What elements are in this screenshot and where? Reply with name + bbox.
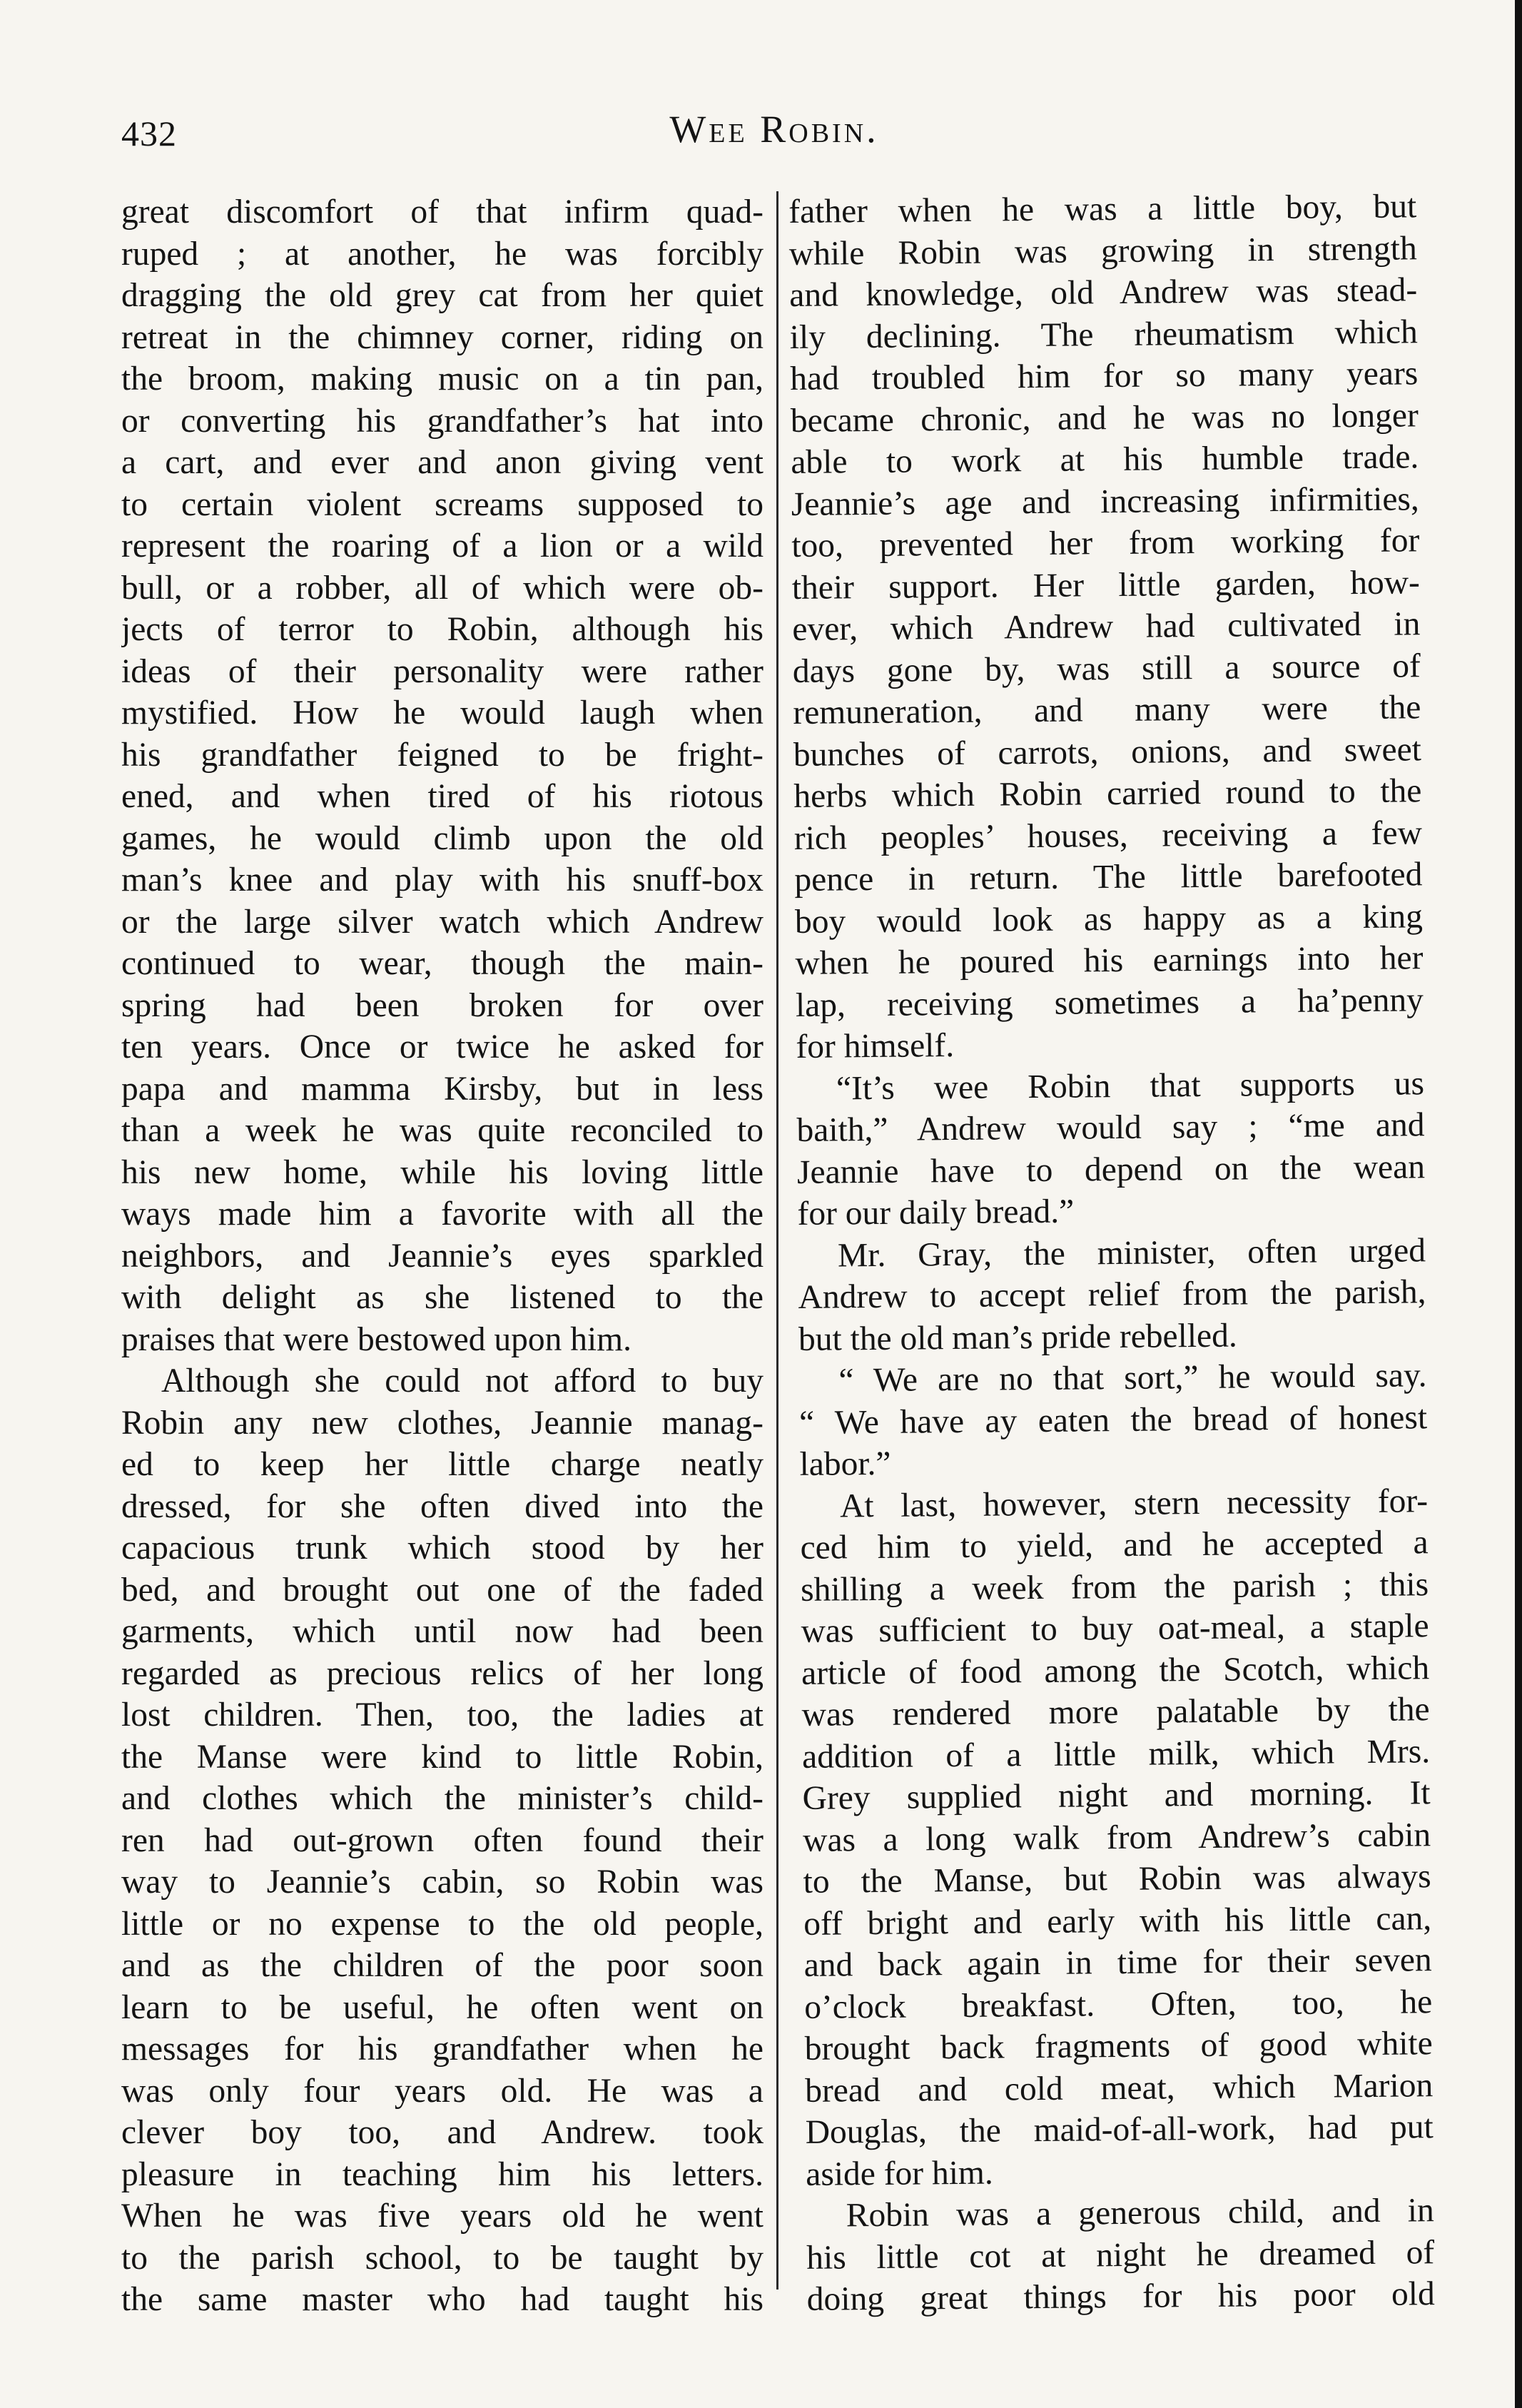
text-line: to the Manse, but Robin was always (803, 1858, 1431, 1901)
text-line: or the large silver watch which Andrew (121, 903, 763, 941)
text-line: their support. Her little garden, how- (791, 563, 1421, 607)
text-line: and clothes which the minister’s child- (121, 1780, 763, 1817)
text-line: bed, and brought out one of the faded (121, 1571, 763, 1609)
page-header (121, 107, 1427, 157)
text-line: with delight as she listened to the (121, 1279, 763, 1316)
text-line: spring had been broken for over (121, 986, 763, 1024)
text-line: but the old man’s pride rebelled. (798, 1317, 1237, 1358)
text-line: ened, and when tired of his riotous (121, 778, 763, 815)
text-line: ed to keep her little charge neatly (121, 1446, 763, 1483)
text-line: ever, which Andrew had cultivated in (792, 605, 1421, 648)
text-line: or converting his grandfather’s hat into (121, 402, 763, 440)
text-line: and back again in time for their seven (803, 1941, 1432, 1984)
text-line: pleasure in teaching him his letters. (121, 2155, 763, 2193)
text-line: Grey supplied night and morning. It (802, 1774, 1431, 1817)
text-line: addition of a little milk, which Mrs. (801, 1732, 1431, 1776)
text-line: was only four years old. He was a (121, 2072, 763, 2110)
text-line: neighbors, and Jeannie’s eyes sparkled (121, 1237, 763, 1275)
text-line: dressed, for she often dived into the (121, 1487, 763, 1525)
text-line: while Robin was growing in strength (788, 229, 1417, 273)
text-line: Jeannie have to depend on the wean (796, 1148, 1426, 1191)
text-line: remuneration, and many were the (793, 689, 1421, 732)
text-line: o’clock breakfast. Often, too, he (803, 1983, 1433, 2026)
text-line: ily declining. The rheumatism which (789, 313, 1418, 356)
text-line: Robin any new clothes, Jeannie manag- (121, 1404, 763, 1442)
text-line: for himself. (796, 1027, 955, 1066)
text-line: his little cot at night he dreamed of (806, 2233, 1435, 2277)
text-line: capacious trunk which stood by her (121, 1529, 763, 1567)
page-number: 432 (121, 113, 177, 153)
text-line: regarded as precious relics of her long (121, 1654, 763, 1692)
text-line: Robin was a generous child, and in (846, 2192, 1434, 2235)
text-line: bread and cold meat, which Marion (804, 2066, 1434, 2110)
text-line: learn to be useful, he often went on (121, 1988, 763, 2026)
right-text-column (788, 186, 1435, 2332)
text-line: his grandfather feigned to be fright- (121, 736, 763, 774)
text-line: a cart, and ever and anon giving vent (121, 444, 763, 481)
text-line: represent the roaring of a lion or a wild (121, 527, 763, 565)
text-line: the broom, making music on a tin pan, (121, 360, 763, 398)
text-line: continued to wear, though the main- (121, 945, 763, 982)
text-line: the same master who had taught his (121, 2281, 763, 2318)
text-line: When he was five years old he went (121, 2197, 763, 2235)
text-line: herbs which Robin carried round to the (793, 772, 1422, 815)
text-line: father when he was a little boy, but (788, 188, 1417, 231)
text-line: Douglas, the maid-of-all-work, had put (805, 2108, 1434, 2151)
text-line: lost children. Then, too, the ladies at (121, 1696, 763, 1734)
text-line: great discomfort of that infirm quad- (121, 193, 763, 231)
text-line: At last, however, stern necessity for- (839, 1482, 1429, 1524)
text-line: than a week he was quite reconciled to (121, 1112, 763, 1149)
text-line: garments, which until now had been (121, 1613, 763, 1650)
text-line: retreat in the chimney corner, riding on (121, 318, 763, 356)
text-line: shilling a week from the parish ; this (800, 1565, 1429, 1609)
column-divider (776, 191, 778, 2290)
text-line: brought back fragments of good white (804, 2025, 1433, 2068)
text-line: off bright and early with his little can, (803, 1899, 1432, 1943)
text-line: doing great things for his poor old (806, 2275, 1435, 2318)
text-line: became chronic, and he was no longer (790, 396, 1419, 440)
text-line: ced him to yield, and he accepted a (800, 1524, 1429, 1567)
text-line: boy would look as happy as a king (794, 897, 1424, 941)
scan-edge (1515, 0, 1522, 2408)
text-line: Although she could not afford to buy (161, 1362, 763, 1400)
text-line: ways made him a favorite with all the (121, 1195, 763, 1233)
text-line: games, he would climb upon the old (121, 819, 763, 857)
text-line: bunches of carrots, onions, and sweet (793, 730, 1422, 774)
text-line: labor.” (799, 1445, 891, 1483)
text-line: ren had out-grown often found their (121, 1821, 763, 1859)
text-line: to certain violent screams supposed to (121, 485, 763, 523)
text-line: “It’s wee Robin that supports us (836, 1064, 1425, 1107)
text-line: Mr. Gray, the minister, often urged (837, 1231, 1426, 1274)
text-line: and as the children of the poor soon (121, 1947, 763, 1984)
text-line: his new home, while his loving little (121, 1153, 763, 1191)
text-line: able to work at his humble trade. (791, 438, 1419, 481)
text-line: was rendered more palatable by the (801, 1691, 1430, 1734)
text-line: had troubled him for so many years (790, 355, 1419, 398)
text-line: man’s knee and play with his snuff-box (121, 861, 763, 899)
text-line: article of food among the Scotch, which (801, 1649, 1430, 1692)
text-line: papa and mamma Kirsby, but in less (121, 1070, 763, 1108)
text-line: ideas of their personality were rather (121, 652, 763, 690)
text-line: dragging the old grey cat from her quiet (121, 277, 763, 314)
running-title: Wee Robin. (669, 108, 879, 151)
text-line: lap, receiving sometimes a ha’penny (795, 981, 1424, 1024)
text-line: the Manse were kind to little Robin, (121, 1738, 763, 1776)
text-line: messages for his grandfather when he (121, 2030, 763, 2068)
text-line: was a long walk from Andrew’s cabin (802, 1816, 1431, 1859)
text-line: too, prevented her from working for (791, 522, 1420, 565)
text-line: for our daily bread.” (797, 1193, 1075, 1233)
text-line: “ We have ay eaten the bread of honest (798, 1398, 1428, 1442)
text-line: “ We are no that sort,” he would say. (838, 1357, 1427, 1400)
text-line: praises that were bestowed upon him. (121, 1320, 631, 1358)
text-line: mystified. How he would laugh when (121, 694, 763, 732)
text-line: and knowledge, old Andrew was stead- (789, 271, 1418, 314)
text-line: pence in return. The little barefooted (794, 856, 1423, 899)
text-line: Andrew to accept relief from the parish, (798, 1273, 1426, 1316)
text-line: ten years. Once or twice he asked for (121, 1028, 763, 1066)
text-line: to the parish school, to be taught by (121, 2239, 763, 2277)
text-line: days gone by, was still a source of (792, 647, 1421, 690)
text-line: rich peoples’ houses, receiving a few (793, 814, 1423, 857)
text-line: clever boy too, and Andrew. took (121, 2114, 763, 2151)
text-line: was sufficient to buy oat-meal, a staple (801, 1607, 1429, 1650)
text-line: when he poured his earnings into her (795, 939, 1424, 982)
text-line: jects of terror to Robin, although his (121, 611, 763, 648)
text-line: bull, or a robber, all of which were ob- (121, 569, 763, 607)
text-line: way to Jeannie’s cabin, so Robin was (121, 1863, 763, 1901)
text-line: baith,” Andrew would say ; “me and (796, 1106, 1425, 1149)
left-text-column (121, 191, 763, 2332)
text-line: Jeannie’s age and increasing infirmities, (791, 480, 1420, 523)
text-line: little or no expense to the old people, (121, 1905, 763, 1943)
text-line: ruped ; at another, he was forcibly (121, 235, 763, 273)
text-line: aside for him. (806, 2154, 993, 2193)
